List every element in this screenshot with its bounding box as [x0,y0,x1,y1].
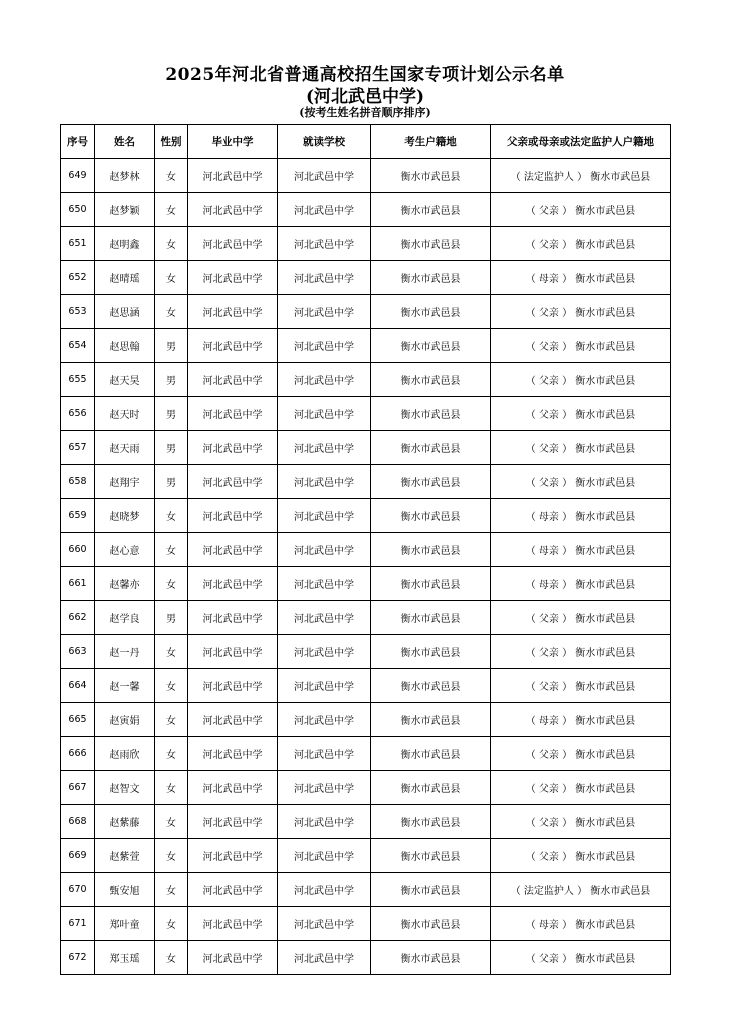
row-index-cell: 668 [61,805,95,839]
student-hukou-cell: 衡水市武邑县 [371,363,491,397]
row-index-cell: 672 [61,941,95,975]
student-name-cell: 赵梦颖 [95,193,155,227]
graduation-school-cell: 河北武邑中学 [188,941,278,975]
student-hukou-cell: 衡水市武邑县 [371,771,491,805]
gender-cell: 女 [155,499,188,533]
graduation-school-cell: 河北武邑中学 [188,227,278,261]
graduation-school-cell: 河北武邑中学 [188,635,278,669]
gender-cell: 女 [155,159,188,193]
col-header-index: 序号 [61,125,95,159]
row-index-cell: 656 [61,397,95,431]
table-header-row [61,125,671,159]
col-header-name: 姓名 [95,125,155,159]
parent-hukou-cell: （ 父亲 ） 衡水市武邑县 [491,329,671,363]
col-header-parent-hukou: 父亲或母亲或法定监护人户籍地 [491,125,671,159]
table-row [61,431,671,465]
col-header-gender: 性别 [155,125,188,159]
graduation-school-cell: 河北武邑中学 [188,873,278,907]
graduation-school-cell: 河北武邑中学 [188,907,278,941]
gender-cell: 女 [155,635,188,669]
student-hukou-cell: 衡水市武邑县 [371,669,491,703]
table-row [61,907,671,941]
student-name-cell: 赵明鑫 [95,227,155,261]
current-school-cell: 河北武邑中学 [278,567,371,601]
student-hukou-cell: 衡水市武邑县 [371,193,491,227]
gender-cell: 男 [155,601,188,635]
student-hukou-cell: 衡水市武邑县 [371,839,491,873]
gender-cell: 女 [155,261,188,295]
graduation-school-cell: 河北武邑中学 [188,737,278,771]
parent-hukou-cell: （ 父亲 ） 衡水市武邑县 [491,601,671,635]
parent-hukou-cell: （ 父亲 ） 衡水市武邑县 [491,193,671,227]
parent-hukou-cell: （ 父亲 ） 衡水市武邑县 [491,771,671,805]
row-index-cell: 669 [61,839,95,873]
gender-cell: 男 [155,397,188,431]
current-school-cell: 河北武邑中学 [278,363,371,397]
student-name-cell: 赵思涵 [95,295,155,329]
parent-hukou-cell: （ 父亲 ） 衡水市武邑县 [491,635,671,669]
table-row [61,397,671,431]
gender-cell: 女 [155,941,188,975]
gender-cell: 男 [155,465,188,499]
student-hukou-cell: 衡水市武邑县 [371,159,491,193]
gender-cell: 女 [155,193,188,227]
row-index-cell: 654 [61,329,95,363]
current-school-cell: 河北武邑中学 [278,635,371,669]
row-index-cell: 651 [61,227,95,261]
student-name-cell: 赵馨亦 [95,567,155,601]
student-name-cell: 郑叶童 [95,907,155,941]
current-school-cell: 河北武邑中学 [278,227,371,261]
student-hukou-cell: 衡水市武邑县 [371,295,491,329]
student-hukou-cell: 衡水市武邑县 [371,261,491,295]
student-name-cell: 赵学良 [95,601,155,635]
gender-cell: 女 [155,805,188,839]
current-school-cell: 河北武邑中学 [278,261,371,295]
graduation-school-cell: 河北武邑中学 [188,329,278,363]
parent-hukou-cell: （ 法定监护人 ） 衡水市武邑县 [491,873,671,907]
parent-hukou-cell: （ 父亲 ） 衡水市武邑县 [491,839,671,873]
gender-cell: 女 [155,567,188,601]
parent-hukou-cell: （ 父亲 ） 衡水市武邑县 [491,295,671,329]
row-index-cell: 653 [61,295,95,329]
parent-hukou-cell: （ 父亲 ） 衡水市武邑县 [491,397,671,431]
row-index-cell: 666 [61,737,95,771]
graduation-school-cell: 河北武邑中学 [188,397,278,431]
table-row [61,329,671,363]
table-row [61,295,671,329]
table-row [61,227,671,261]
gender-cell: 女 [155,737,188,771]
gender-cell: 女 [155,295,188,329]
row-index-cell: 659 [61,499,95,533]
table-row [61,635,671,669]
gender-cell: 女 [155,669,188,703]
student-name-cell: 赵晴瑶 [95,261,155,295]
parent-hukou-cell: （ 母亲 ） 衡水市武邑县 [491,907,671,941]
parent-hukou-cell: （ 父亲 ） 衡水市武邑县 [491,363,671,397]
table-row [61,873,671,907]
gender-cell: 女 [155,839,188,873]
current-school-cell: 河北武邑中学 [278,159,371,193]
table-row [61,839,671,873]
table-row [61,533,671,567]
graduation-school-cell: 河北武邑中学 [188,669,278,703]
parent-hukou-cell: （ 父亲 ） 衡水市武邑县 [491,737,671,771]
row-index-cell: 665 [61,703,95,737]
table-row [61,567,671,601]
student-name-cell: 郑玉瑶 [95,941,155,975]
current-school-cell: 河北武邑中学 [278,805,371,839]
student-hukou-cell: 衡水市武邑县 [371,397,491,431]
table-row [61,669,671,703]
parent-hukou-cell: （ 母亲 ） 衡水市武邑县 [491,533,671,567]
gender-cell: 女 [155,907,188,941]
row-index-cell: 652 [61,261,95,295]
student-name-cell: 赵晓梦 [95,499,155,533]
table-row [61,941,671,975]
current-school-cell: 河北武邑中学 [278,839,371,873]
graduation-school-cell: 河北武邑中学 [188,567,278,601]
gender-cell: 女 [155,533,188,567]
graduation-school-cell: 河北武邑中学 [188,261,278,295]
gender-cell: 男 [155,363,188,397]
graduation-school-cell: 河北武邑中学 [188,431,278,465]
student-name-cell: 甄安旭 [95,873,155,907]
parent-hukou-cell: （ 父亲 ） 衡水市武邑县 [491,941,671,975]
graduation-school-cell: 河北武邑中学 [188,839,278,873]
current-school-cell: 河北武邑中学 [278,873,371,907]
row-index-cell: 664 [61,669,95,703]
gender-cell: 女 [155,227,188,261]
student-hukou-cell: 衡水市武邑县 [371,499,491,533]
row-index-cell: 658 [61,465,95,499]
gender-cell: 女 [155,771,188,805]
row-index-cell: 650 [61,193,95,227]
graduation-school-cell: 河北武邑中学 [188,771,278,805]
student-hukou-cell: 衡水市武邑县 [371,805,491,839]
gender-cell: 女 [155,703,188,737]
row-index-cell: 662 [61,601,95,635]
gender-cell: 女 [155,873,188,907]
student-hukou-cell: 衡水市武邑县 [371,533,491,567]
parent-hukou-cell: （ 父亲 ） 衡水市武邑县 [491,669,671,703]
graduation-school-cell: 河北武邑中学 [188,363,278,397]
table-row [61,159,671,193]
graduation-school-cell: 河北武邑中学 [188,465,278,499]
row-index-cell: 655 [61,363,95,397]
table-row [61,601,671,635]
student-hukou-cell: 衡水市武邑县 [371,465,491,499]
current-school-cell: 河北武邑中学 [278,295,371,329]
student-name-cell: 赵翔宇 [95,465,155,499]
graduation-school-cell: 河北武邑中学 [188,295,278,329]
student-name-cell: 赵天雨 [95,431,155,465]
graduation-school-cell: 河北武邑中学 [188,601,278,635]
row-index-cell: 667 [61,771,95,805]
student-name-cell: 赵心意 [95,533,155,567]
student-name-cell: 赵梦林 [95,159,155,193]
current-school-cell: 河北武邑中学 [278,703,371,737]
parent-hukou-cell: （ 父亲 ） 衡水市武邑县 [491,431,671,465]
student-hukou-cell: 衡水市武邑县 [371,703,491,737]
page-title: 2025年河北省普通高校招生国家专项计划公示名单 [165,65,565,85]
student-hukou-cell: 衡水市武邑县 [371,737,491,771]
table-row [61,499,671,533]
current-school-cell: 河北武邑中学 [278,941,371,975]
current-school-cell: 河北武邑中学 [278,397,371,431]
col-header-current-school: 就读学校 [278,125,371,159]
student-hukou-cell: 衡水市武邑县 [371,941,491,975]
gender-cell: 男 [155,431,188,465]
parent-hukou-cell: （ 父亲 ） 衡水市武邑县 [491,227,671,261]
table-row [61,703,671,737]
roster-table [60,124,671,975]
student-hukou-cell: 衡水市武邑县 [371,227,491,261]
row-index-cell: 660 [61,533,95,567]
table-row [61,737,671,771]
student-name-cell: 赵雨欣 [95,737,155,771]
gender-cell: 男 [155,329,188,363]
current-school-cell: 河北武邑中学 [278,737,371,771]
student-name-cell: 赵紫藤 [95,805,155,839]
row-index-cell: 661 [61,567,95,601]
graduation-school-cell: 河北武邑中学 [188,703,278,737]
graduation-school-cell: 河北武邑中学 [188,499,278,533]
student-name-cell: 赵一馨 [95,669,155,703]
student-hukou-cell: 衡水市武邑县 [371,329,491,363]
current-school-cell: 河北武邑中学 [278,431,371,465]
graduation-school-cell: 河北武邑中学 [188,193,278,227]
student-name-cell: 赵天时 [95,397,155,431]
graduation-school-cell: 河北武邑中学 [188,805,278,839]
student-hukou-cell: 衡水市武邑县 [371,907,491,941]
table-row [61,363,671,397]
student-name-cell: 赵智文 [95,771,155,805]
row-index-cell: 649 [61,159,95,193]
student-name-cell: 赵天昊 [95,363,155,397]
graduation-school-cell: 河北武邑中学 [188,159,278,193]
row-index-cell: 671 [61,907,95,941]
student-hukou-cell: 衡水市武邑县 [371,635,491,669]
table-row [61,193,671,227]
current-school-cell: 河北武邑中学 [278,193,371,227]
parent-hukou-cell: （ 法定监护人 ） 衡水市武邑县 [491,159,671,193]
current-school-cell: 河北武邑中学 [278,601,371,635]
student-hukou-cell: 衡水市武邑县 [371,601,491,635]
current-school-cell: 河北武邑中学 [278,771,371,805]
current-school-cell: 河北武邑中学 [278,907,371,941]
table-row [61,465,671,499]
current-school-cell: 河北武邑中学 [278,329,371,363]
school-subtitle: (河北武邑中学) [305,87,425,107]
parent-hukou-cell: （ 母亲 ） 衡水市武邑县 [491,703,671,737]
sort-note: (按考生姓名拼音顺序排序) [299,106,431,119]
row-index-cell: 663 [61,635,95,669]
graduation-school-cell: 河北武邑中学 [188,533,278,567]
table-row [61,805,671,839]
row-index-cell: 657 [61,431,95,465]
student-name-cell: 赵寅娟 [95,703,155,737]
student-hukou-cell: 衡水市武邑县 [371,431,491,465]
col-header-graduation-school: 毕业中学 [188,125,278,159]
current-school-cell: 河北武邑中学 [278,465,371,499]
col-header-student-hukou: 考生户籍地 [371,125,491,159]
parent-hukou-cell: （ 母亲 ） 衡水市武邑县 [491,567,671,601]
parent-hukou-cell: （ 父亲 ） 衡水市武邑县 [491,805,671,839]
table-row [61,261,671,295]
student-hukou-cell: 衡水市武邑县 [371,567,491,601]
current-school-cell: 河北武邑中学 [278,499,371,533]
student-name-cell: 赵一丹 [95,635,155,669]
student-hukou-cell: 衡水市武邑县 [371,873,491,907]
current-school-cell: 河北武邑中学 [278,533,371,567]
current-school-cell: 河北武邑中学 [278,669,371,703]
student-name-cell: 赵紫萱 [95,839,155,873]
parent-hukou-cell: （ 父亲 ） 衡水市武邑县 [491,465,671,499]
student-name-cell: 赵思翰 [95,329,155,363]
row-index-cell: 670 [61,873,95,907]
parent-hukou-cell: （ 母亲 ） 衡水市武邑县 [491,499,671,533]
table-row [61,771,671,805]
parent-hukou-cell: （ 母亲 ） 衡水市武邑县 [491,261,671,295]
